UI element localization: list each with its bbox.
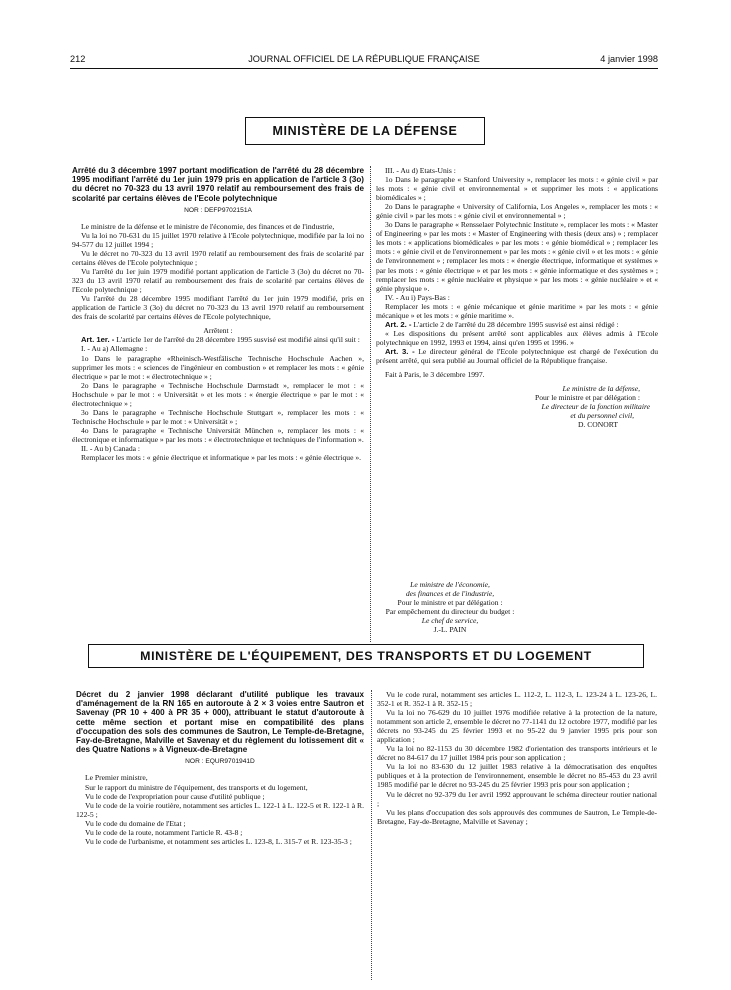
paragraph: Vu le code rural, notamment ses articles L. 112-2, L. 112-3, L. 123-24 à L. 123-26, L. 352-1 et R. 352-1 à R. 352-15 ; [377, 690, 657, 709]
paragraph: Vu le décret no 70-323 du 13 avril 1970 relatif au remboursement des frais de scolarité par certains élèves de l'Ecole polytechnique ; [72, 249, 364, 268]
paragraph: Vu le code de la voirie routière, notamment ses articles L. 122-1 à L. 122-5 et R. 122-1 à R. 122-5 ; [76, 800, 364, 819]
signature-line: Pour le ministre et par délégation : [534, 393, 640, 403]
paragraph: 1o Dans le paragraphe «Rheinisch-Westfälische Technische Hochschule Aachen », supprimer les mots : « sciences de l'ingénieur en combustion » et remplacer les mots : « génie électrique » par le mot : « électrotechnique » ; [72, 353, 364, 381]
paragraph: Vu l'arrêté du 1er juin 1979 modifié portant application de l'article 3 (3o) du décret no 70-323 du 13 avril 1970 relatif au remboursement des frais de scolarité par certains élèves de l'Ecole polytechnique ; [72, 267, 364, 295]
paragraph: 2o Dans le paragraphe « University of California, Los Angeles », remplacer les mots : « génie civil » par les mots : « génie civil et environnemental » ; [376, 202, 658, 221]
page-number: 212 [70, 54, 86, 64]
paragraph: II. - Au b) Canada : [81, 443, 141, 453]
paragraph: Le ministre de la défense et le ministre de l'économie, des finances et de l'industrie, [81, 221, 335, 231]
paragraph: Vu les plans d'occupation des sols approuvés des communes de Sautron, Le Temple-de-Bretagne, Fay-de-Bretagne, Malville et Savenay ; [377, 807, 657, 826]
paragraph: 3o Dans le paragraphe « Technische Hochschule Stuttgart », remplacer les mots : « Technische Hochschule » par le mot : « Universität » ; [72, 407, 364, 426]
signature-line: Le ministre de la défense, [562, 384, 640, 394]
ministry-heading-text: MINISTÈRE DE LA DÉFENSE [272, 124, 458, 138]
article-text: Le directeur général de l'Ecole polytechnique est chargé de l'exécution du présent arrêté, qui sera publié au Journal officiel de la République française. [376, 346, 659, 365]
ministry-heading-text: MINISTÈRE DE L'ÉQUIPEMENT, DES TRANSPORTS ET DU LOGEMENT [140, 649, 592, 663]
signature-line: et du personnel civil, [570, 411, 634, 421]
article-1 [72, 335, 364, 344]
section1-left-column [72, 166, 364, 462]
ministry-heading-defense [245, 117, 485, 145]
paragraph: I. - Au a) Allemagne : [81, 344, 148, 354]
signature-line: Le ministre de l'économie, [410, 580, 490, 589]
journal-title: JOURNAL OFFICIEL DE LA RÉPUBLIQUE FRANÇAISE [248, 54, 480, 64]
paragraph: Vu le code de l'urbanisme, et notamment ses articles L. 123-8, L. 315-7 et R. 123-35-3 ; [85, 836, 352, 846]
paragraph: IV. - Au i) Pays-Bas : [385, 292, 450, 302]
nor-reference: NOR : DEFP9702151A [184, 206, 252, 214]
decree-title: Décret du 2 janvier 1998 déclarant d'utilité publique les travaux d'aménagement de la RN 165 en autoroute à 2 × 3 voies entre Sautron et Savenay (PR 10 + 400 à PR 35 + 000), attribuant le statut d'autoroute à cette même section et portant mise en compatibilité des plans d'occupation des sols des communes de Sautron, Le Temple-de-Bretagne, Fay-de-Bretagne, Malville et Savenay et du règlement du lotissement dit « des Quatre Nations » à Vigneux-de-Bretagne [76, 690, 364, 755]
paragraph: Remplacer les mots : « génie mécanique et génie maritime » par les mots : « génie mécanique » et les mots : « génie maritime ». [376, 301, 658, 320]
section1-right-column [376, 166, 658, 429]
article-2 [376, 320, 658, 329]
done-at: Fait à Paris, le 3 décembre 1997. [385, 370, 485, 380]
signature-line: Par empêchement du directeur du budget : [385, 607, 515, 617]
paragraph: Vu le code du domaine de l'Etat ; [85, 818, 186, 828]
article-text: L'article 1er de l'arrêté du 28 décembre 1995 susvisé est modifié ainsi qu'il suit : [116, 335, 360, 345]
signature-line: Pour le ministre et par délégation : [397, 598, 503, 608]
nor-reference: NOR : EQUR9701941D [185, 758, 255, 766]
issue-date: 4 janvier 1998 [600, 54, 658, 64]
paragraph: Vu la loi no 82-1153 du 30 décembre 1982 d'orientation des transports intérieurs et le décret no 84-617 du 17 juillet 1984 pris pour son application ; [377, 744, 657, 763]
article-3 [376, 347, 658, 365]
paragraph: Vu la loi no 83-630 du 12 juillet 1983 relative à la démocratisation des enquêtes publiques et à la protection de l'environnement, ensemble le décret no 85-453 du 23 avril 1985 modifié par le décret no 93-245 du 25 février 1993 pris pour son application ; [377, 762, 657, 790]
paragraph: Sur le rapport du ministre de l'équipement, des transports et du logement, [85, 782, 308, 792]
decree-title: Arrêté du 3 décembre 1997 portant modification de l'arrêté du 28 décembre 1995 modifiant l'arrêté du 1er juin 1979 pris en application de l'article 3 (3o) du décret no 70-323 du 13 avril 1970 relatif au remboursement des frais de scolarité par certains élèves de l'Ecole polytechnique [72, 166, 364, 203]
section2-left-column [76, 690, 364, 846]
signature-line: Le directeur de la fonction militaire [541, 402, 650, 412]
article-text: L'article 2 de l'arrêté du 28 décembre 1995 susvisé est ainsi rédigé : [413, 319, 619, 329]
paragraph: Le Premier ministre, [85, 773, 148, 783]
paragraph: Vu le décret no 92-379 du 1er avril 1992 approuvant le schéma directeur routier national ; [377, 789, 657, 808]
paragraph: 4o Dans le paragraphe « Technische Universität München », remplacer les mots : « électronique et informatique » par les mots : « électrotechnique et techniques de l'information ». [72, 425, 364, 444]
paragraph: Vu la loi no 70-631 du 15 juillet 1970 relative à l'Ecole polytechnique, modifiée par la loi no 94-577 du 12 juillet 1994 ; [72, 230, 364, 249]
paragraph: 2o Dans le paragraphe « Technische Hochschule Darmstadt », remplacer le mot : « Hochschule » par le mot : « Universität » et les mots : « énergie électrique » par le mot : « électrotechnique » ; [72, 380, 364, 408]
signature-line: Le chef de service, [421, 616, 479, 626]
paragraph: Vu le code de l'expropriation pour cause d'utilité publique ; [85, 791, 265, 801]
article-label: Art. 1er. - [81, 335, 115, 345]
paragraph: Vu l'arrêté du 28 décembre 1995 modifiant l'arrêté du 1er juin 1979 modifié, pris en application de l'article 3 (3o) du décret no 70-323 du 13 avril 1970 relatif au remboursement des frais de scolarité par certains élèves de l'Ecole polytechnique, [72, 294, 364, 322]
ministry-heading-equipment [88, 644, 644, 668]
column-divider [370, 166, 371, 642]
signature-name: J.-L. PAIN [433, 625, 467, 635]
paragraph: III. - Au d) Etats-Unis : [385, 166, 456, 175]
column-divider [371, 690, 372, 980]
arretent: Arrêtent : [203, 326, 233, 336]
article-label: Art. 2. - [385, 319, 412, 329]
signature-name: D. CONORT [577, 420, 618, 430]
running-header [70, 54, 658, 68]
section2-right-column [377, 690, 657, 826]
quote: « Les dispositions du présent arrêté sont applicables aux élèves admis à l'Ecole polytechnique en 1992, 1993 et 1994, ainsi qu'en 1995 et 1996. » [376, 328, 658, 347]
paragraph: Remplacer les mots : « génie électrique et informatique » par les mots : « génie électrique ». [81, 453, 362, 463]
signature-block-economy [330, 580, 570, 634]
paragraph: Vu le code de la route, notamment l'article R. 43-8 ; [85, 827, 243, 837]
paragraph: 3o Dans le paragraphe « Rensselaer Polytechnic Institute », remplacer les mots : « Master of Engineering » par les mots : « Master of Engineering with thesis (deux ans) » ; remplacer les mots : « applications biomédicales » par les mots : « génie biomédical » ; remplacer les mots : « génie civil et de l'environnement » par les mots : « génie civil » et les mots : « génie de l'environnement » ; remplacer les mots : « énergie électrique, informatique et systèmes » par les mots : « génie électrique » et par les mots : « génie informatique et des systèmes » ; remplacer les mots : « génie nucléaire et physique » par les mots : « génie nucléaire » et « génie physique ». [376, 220, 658, 293]
paragraph: Vu la loi no 76-629 du 10 juillet 1976 modifiée relative à la protection de la nature, notamment son article 2, ensemble le décret no 77-1141 du 12 octobre 1977, modifié par les décrets no 93-245 du 25 février 1993 et no 95-22 du 9 janvier 1995 pris pour son application ; [377, 708, 657, 745]
header-rule [70, 68, 658, 69]
article-label: Art. 3. - [385, 346, 415, 356]
signature-line: des finances et de l'industrie, [405, 589, 495, 599]
paragraph: 1o Dans le paragraphe « Stanford University », remplacer les mots : « génie civil » par les mots : « génie civil et environnemental » et supprimer les mots : « applications biomédicales » ; [376, 175, 658, 203]
